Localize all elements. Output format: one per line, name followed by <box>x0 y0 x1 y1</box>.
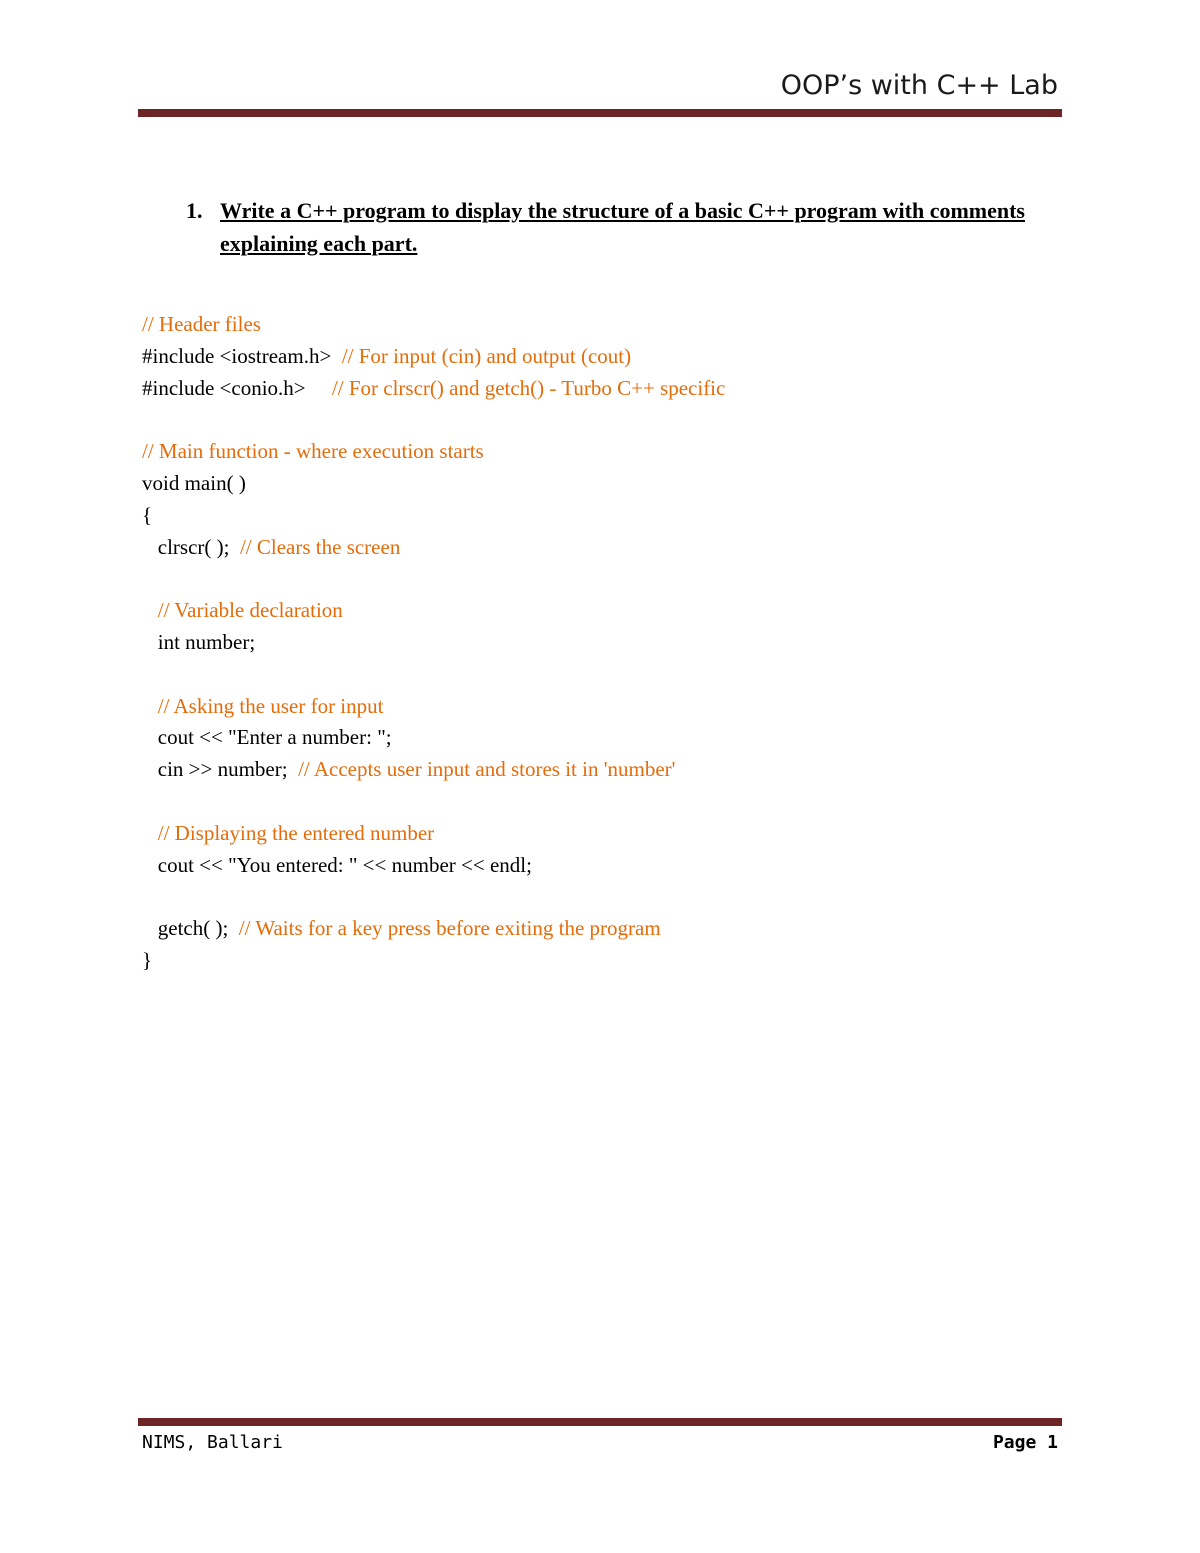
code-line <box>142 818 725 850</box>
header-rule <box>138 109 1062 117</box>
header-title: OOP’s with C++ Lab <box>780 70 1058 101</box>
code-line <box>142 627 725 659</box>
code-comment: // Displaying the entered number <box>157 820 435 845</box>
code-text: getch( ); <box>142 916 239 941</box>
code-comment: // Clears the screen <box>239 534 401 559</box>
code-text: } <box>142 947 153 972</box>
code-line <box>142 341 725 373</box>
code-line <box>142 691 725 723</box>
question-number: 1. <box>186 198 203 223</box>
code-comment: // Waits for a key press before exiting the program <box>238 916 661 941</box>
code-line <box>142 786 725 818</box>
code-text: cout << "You entered: " << number << endl; <box>142 852 532 877</box>
code-line <box>142 468 725 500</box>
code-line <box>142 913 725 945</box>
code-text <box>142 598 158 622</box>
question-text: Write a C++ program to display the structure of a basic C++ program with comments explaining each part. <box>220 198 1025 256</box>
code-comment: // Header files <box>142 312 261 336</box>
footer-rule <box>138 1418 1062 1426</box>
code-comment: // For clrscr() and getch() - Turbo C++ specific <box>331 375 726 400</box>
code-line <box>142 850 725 882</box>
code-text: cout << "Enter a number: "; <box>142 725 392 750</box>
code-line <box>142 373 725 405</box>
code-line <box>142 754 725 786</box>
code-text <box>142 694 158 718</box>
code-comment: // For input (cin) and output (cout) <box>341 343 632 368</box>
code-text <box>142 821 158 845</box>
code-line <box>142 881 725 913</box>
code-comment: // Variable declaration <box>157 598 343 623</box>
code-text: int number; <box>142 629 256 654</box>
code-text: void main( ) <box>142 470 246 495</box>
footer-institution: NIMS, Ballari <box>142 1432 283 1453</box>
page-number: Page 1 <box>992 1432 1058 1453</box>
code-text: #include <conio.h> <box>142 375 332 400</box>
code-line <box>142 309 725 341</box>
code-line <box>142 563 725 595</box>
code-line <box>142 436 725 468</box>
code-line <box>142 945 725 977</box>
code-line <box>142 722 725 754</box>
code-line <box>142 532 725 564</box>
code-text: clrscr( ); <box>142 534 240 559</box>
code-line <box>142 659 725 691</box>
code-text: { <box>142 502 153 527</box>
code-line <box>142 500 725 532</box>
code-text: cin >> number; <box>142 757 299 782</box>
code-line <box>142 595 725 627</box>
code-comment: // Asking the user for input <box>157 693 384 718</box>
code-comment: // Accepts user input and stores it in 'number' <box>298 757 676 782</box>
code-text: #include <iostream.h> <box>142 343 342 368</box>
code-line <box>142 404 725 436</box>
code-listing <box>142 309 725 977</box>
code-comment: // Main function - where execution starts <box>142 439 484 464</box>
